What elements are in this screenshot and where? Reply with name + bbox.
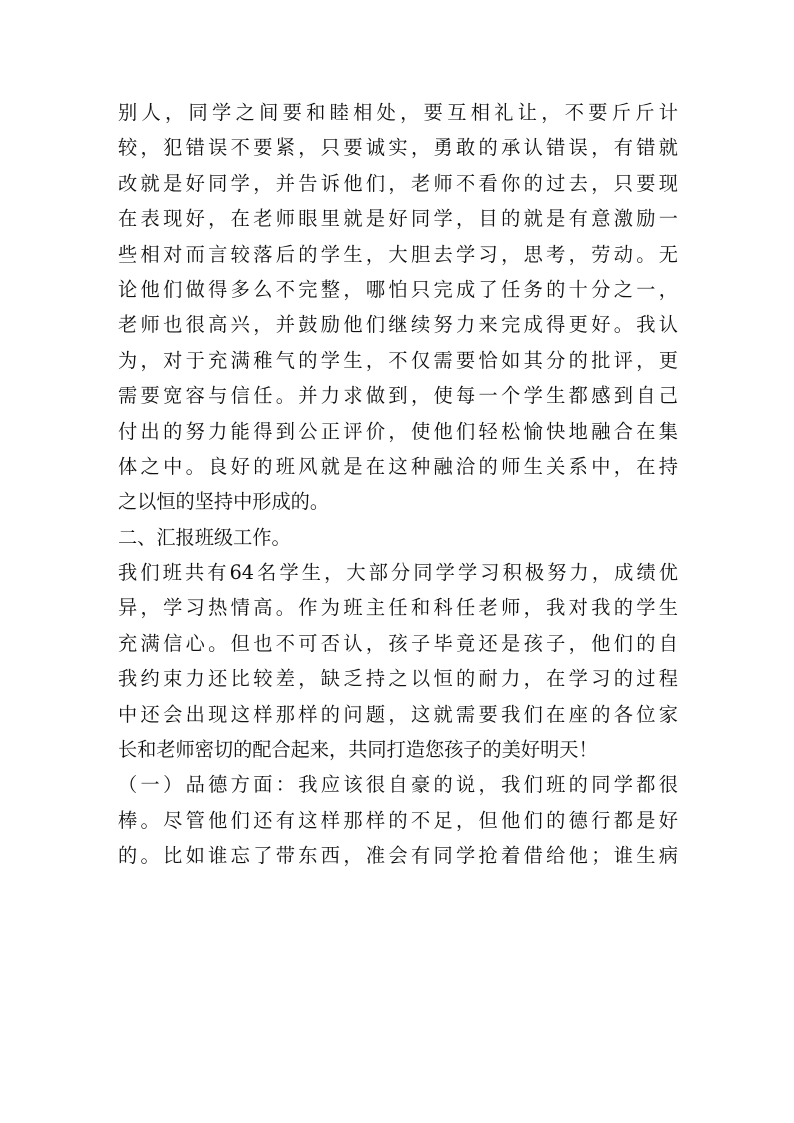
text-line: 需要宽容与信任。并力求做到，使每一个学生都感到自己 bbox=[118, 384, 678, 408]
body-text bbox=[118, 95, 678, 874]
text-line: 之以恒的坚持中形成的。 bbox=[118, 490, 330, 514]
text-line: 中还会出现这样那样的问题，这就需要我们在座的各位家 bbox=[118, 702, 678, 726]
text-line: 的。比如谁忘了带东西，准会有同学抢着借给他；谁生病 bbox=[118, 844, 678, 868]
text-line: 二、汇报班级工作。 bbox=[118, 525, 291, 549]
text-line: 棒。尽管他们还有这样那样的不足，但他们的德行都是好 bbox=[118, 808, 678, 832]
text-line: （一）品德方面：我应该很自豪的说，我们班的同学都很 bbox=[118, 773, 678, 797]
text-line: 改就是好同学，并告诉他们，老师不看你的过去，只要现 bbox=[118, 171, 678, 195]
text-line: 些相对而言较落后的学生，大胆去学习，思考，劳动。无 bbox=[118, 242, 678, 266]
text-line: 我约束力还比较差，缺乏持之以恒的耐力，在学习的过程 bbox=[118, 667, 678, 691]
text-line: 为，对于充满稚气的学生，不仅需要恰如其分的批评，更 bbox=[118, 348, 678, 372]
text-line: 老师也很高兴，并鼓励他们继续努力来完成得更好。我认 bbox=[118, 313, 678, 337]
text-line: 较，犯错误不要紧，只要诚实，勇敢的承认错误，有错就 bbox=[118, 136, 678, 160]
text-line: 论他们做得多么不完整，哪怕只完成了任务的十分之一， bbox=[118, 277, 678, 301]
text-line: 别人，同学之间要和睦相处，要互相礼让，不要斤斤计 bbox=[118, 101, 678, 124]
text-line: 体之中。良好的班风就是在这种融洽的师生关系中，在持 bbox=[118, 454, 678, 478]
text-line: 付出的努力能得到公正评价，使他们轻松愉快地融合在集 bbox=[118, 419, 678, 443]
text-line: 长和老师密切的配合起来，共同打造您孩子的美好明天！ bbox=[118, 738, 598, 762]
text-line: 在表现好，在老师眼里就是好同学，目的就是有意激励一 bbox=[118, 207, 678, 231]
text-line: 充满信心。但也不可否认，孩子毕竟还是孩子，他们的自 bbox=[118, 631, 678, 655]
text-line: 我们班共有64名学生，大部分同学学习积极努力，成绩优 bbox=[118, 561, 678, 585]
text-line: 异，学习热情高。作为班主任和科任老师，我对我的学生 bbox=[118, 596, 678, 620]
